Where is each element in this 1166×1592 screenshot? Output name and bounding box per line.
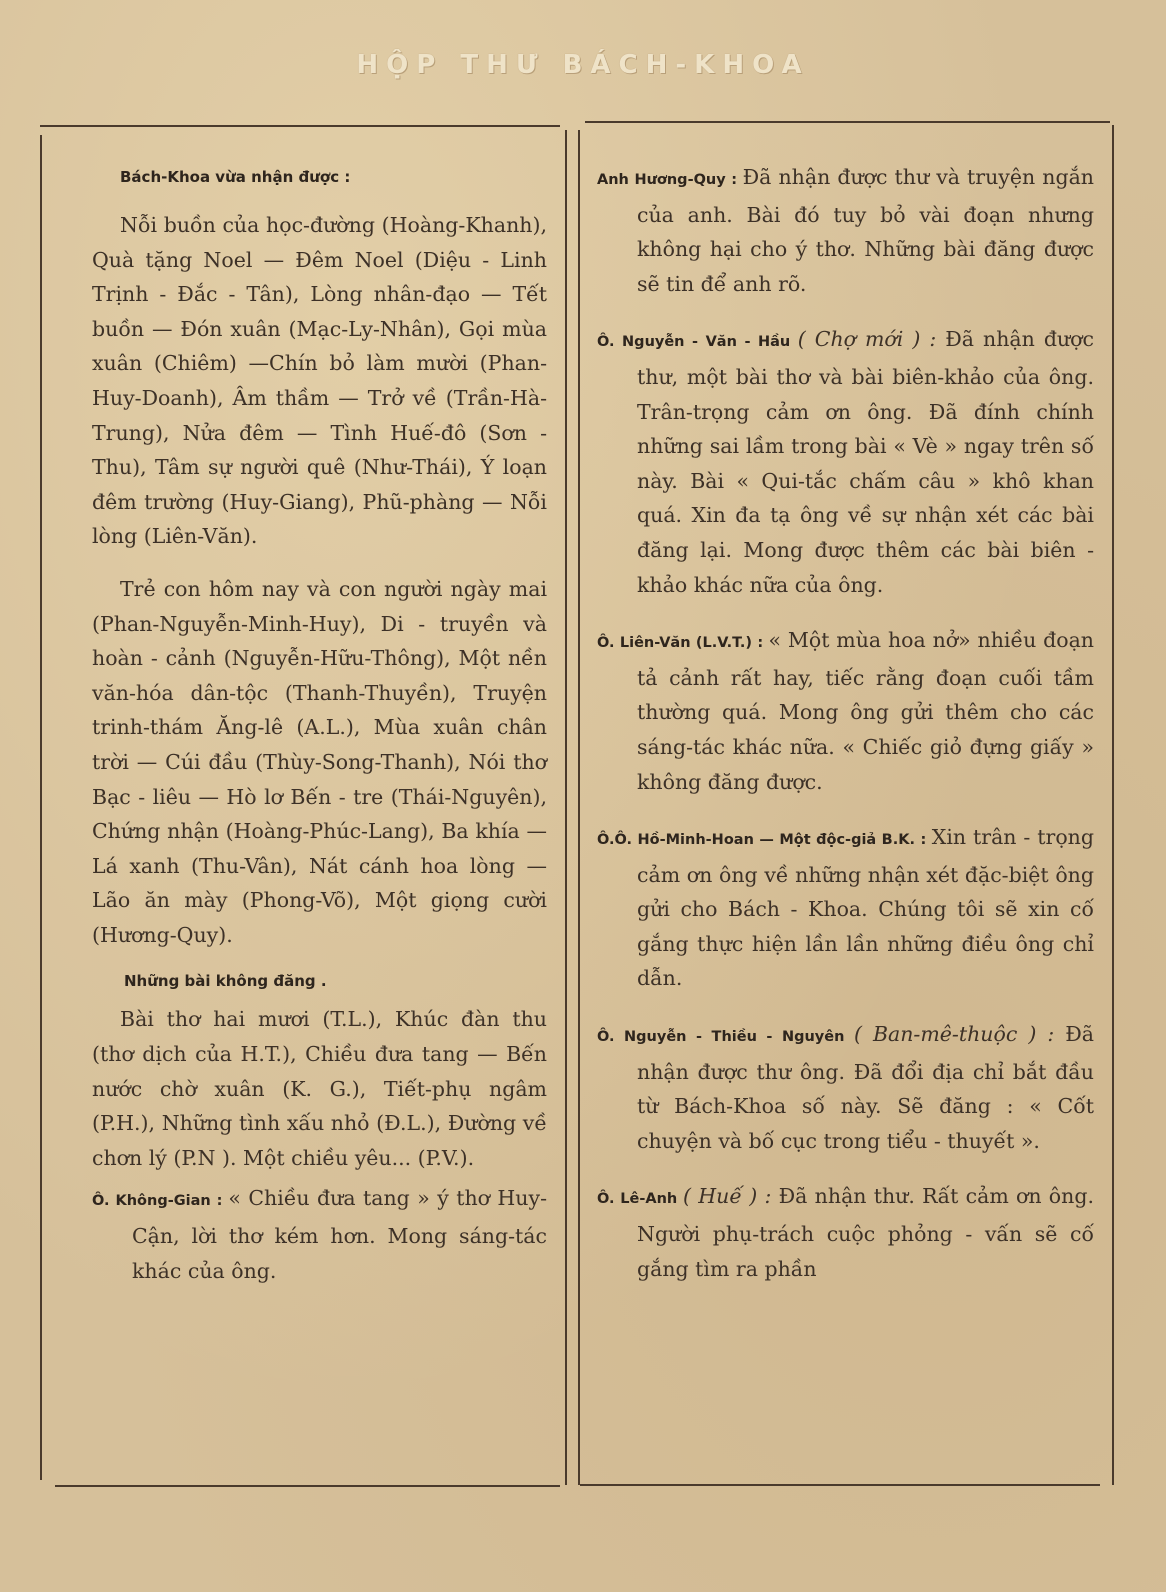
entry-body: Đã nhận được thư, một bài thơ và bài biên-khảo của ông. Trân-trọng cảm ơn ông. Đã đính chính những sai lầm trong bài « Vè » ngay trên số này. Bài « Qui-tắc chấm câu » khô khan quá. Xin đa tạ ông về sự nhận xét các bài đăng lại. Mong được thêm các bài biên - khảo khác nữa của ông. xyxy=(637,327,1094,597)
reply-entry xyxy=(597,1179,1094,1286)
entry-body: « Một mùa hoa nở» nhiều đoạn tả cảnh rất hay, tiếc rằng đoạn cuối tầm thường quá. Mong ông gửi thêm cho các sáng-tác khác nữa. « Chiếc giỏ đựng giấy » không đăng được. xyxy=(637,628,1094,794)
reply-entry-khong-gian xyxy=(92,1181,547,1288)
bottom-rule-left xyxy=(55,1485,560,1487)
center-divider-right xyxy=(578,130,580,1485)
right-column xyxy=(597,160,1094,1307)
entry-place: ( Ban-mê-thuộc ) : xyxy=(853,1022,1066,1047)
rejected-paragraph: Bài thơ hai mươi (T.L.), Khúc đàn thu (thơ dịch của H.T.), Chiều đưa tang — Bến nước chờ xuân (K. G.), Tiết-phụ ngâm (P.H.), Những tình xấu nhỏ (Đ.L.), Đường về chơn lý (P.N ). Một chiều yêu... (P.V.). xyxy=(92,1007,547,1170)
center-divider-left xyxy=(565,130,567,1485)
entry-place: ( Chợ mới ) : xyxy=(797,327,946,352)
rejected-heading: Những bài không đăng . xyxy=(124,972,327,991)
entry-body: Xin trân - trọng cảm ơn ông về những nhận xét đặc-biệt ông gửi cho Bách - Khoa. Chúng tôi sẽ xin cố gắng thực hiện lần lần những điều ông chỉ dẫn. xyxy=(637,825,1095,991)
bottom-rule-right xyxy=(580,1484,1100,1486)
right-border xyxy=(1112,125,1114,1485)
page-header: HỘP THƯ BÁCH-KHOA xyxy=(356,50,810,80)
reply-entry xyxy=(597,623,1094,799)
entry-body: « Chiều đưa tang » ý thơ Huy-Cận, lời thơ kém hơn. Mong sáng-tác khác của ông. xyxy=(132,1186,547,1283)
reply-entry xyxy=(597,820,1094,996)
entry-label: Ô.Ô. Hồ-Minh-Hoan — Một độc-giả B.K. : xyxy=(597,832,932,849)
left-border xyxy=(40,135,42,1480)
entry-label: Ô. Lê-Anh xyxy=(597,1191,684,1208)
entry-body: Đã nhận được thư và truyện ngắn của anh. Bài đó tuy bỏ vài đoạn nhưng không hại cho ý thơ. Những bài đăng được sẽ tin để anh rõ. xyxy=(637,165,1094,296)
received-paragraph-2: Trẻ con hôm nay và con người ngày mai (Phan-Nguyễn-Minh-Huy), Di - truyền và hoàn - cảnh (Nguyễn-Hữu-Thông), Một nền văn-hóa dân-tộc (Thanh-Thuyền), Truyện trinh-thám Ăng-lê (A.L.), Mùa xuân chân trời — Cúi đầu (Thùy-Song-Thanh), Nói thơ Bạc - liêu — Hò lơ Bến - tre (Thái-Nguyên), Chứng nhận (Hoàng-Phúc-Lang), Ba khía — Lá xanh (Thu-Vân), Nát cánh hoa lòng — Lão ăn mày (Phong-Võ), Một giọng cười (Hương-Quy). xyxy=(92,576,547,947)
left-column xyxy=(92,160,547,1309)
entry-label: Ô. Không-Gian : xyxy=(92,1193,229,1210)
entry-label: Ô. Liên-Văn (L.V.T.) : xyxy=(597,635,769,652)
entry-body: Đã nhận được thư ông. Đã đổi địa chỉ bắt đầu từ Bách-Khoa số này. Sẽ đăng : « Cốt chuyện và bố cục trong tiểu - thuyết ». xyxy=(637,1022,1094,1153)
entry-label: Anh Hương-Quy : xyxy=(597,172,743,188)
entry-label: Ô. Nguyễn - Thiều - Nguyên xyxy=(597,1029,854,1046)
reply-entry xyxy=(597,1017,1094,1158)
entry-label: Ô. Nguyễn - Văn - Hầu xyxy=(597,334,798,351)
entry-body: Đã nhận thư. Rất cảm ơn ông. Người phụ-trách cuộc phỏng - vấn sẽ cố gắng tìm ra phần xyxy=(637,1184,1094,1281)
reply-entry xyxy=(597,160,1094,301)
reply-entry xyxy=(597,322,1094,602)
received-heading: Bách-Khoa vừa nhận được : xyxy=(120,168,351,186)
top-rule-left xyxy=(40,125,560,127)
top-rule-right xyxy=(585,121,1110,123)
received-paragraph-1: Nỗi buồn của học-đường (Hoàng-Khanh), Quà tặng Noel — Đêm Noel (Diệu - Linh Trịnh - Đắc - Tân), Lòng nhân-đạo — Tết buồn — Đón xuân (Mạc-Ly-Nhân), Gọi mùa xuân (Chiêm) —Chín bỏ làm mười (Phan-Huy-Doanh), Âm thầm — Trở về (Trần-Hà-Trung), Nửa đêm — Tình Huế-đô (Sơn - Thu), Tâm sự người quê (Như-Thái), Ý loạn đêm trường (Huy-Giang), Phũ-phàng — Nỗi lòng (Liên-Văn). xyxy=(92,213,547,549)
entry-place: ( Huế ) : xyxy=(683,1184,779,1209)
